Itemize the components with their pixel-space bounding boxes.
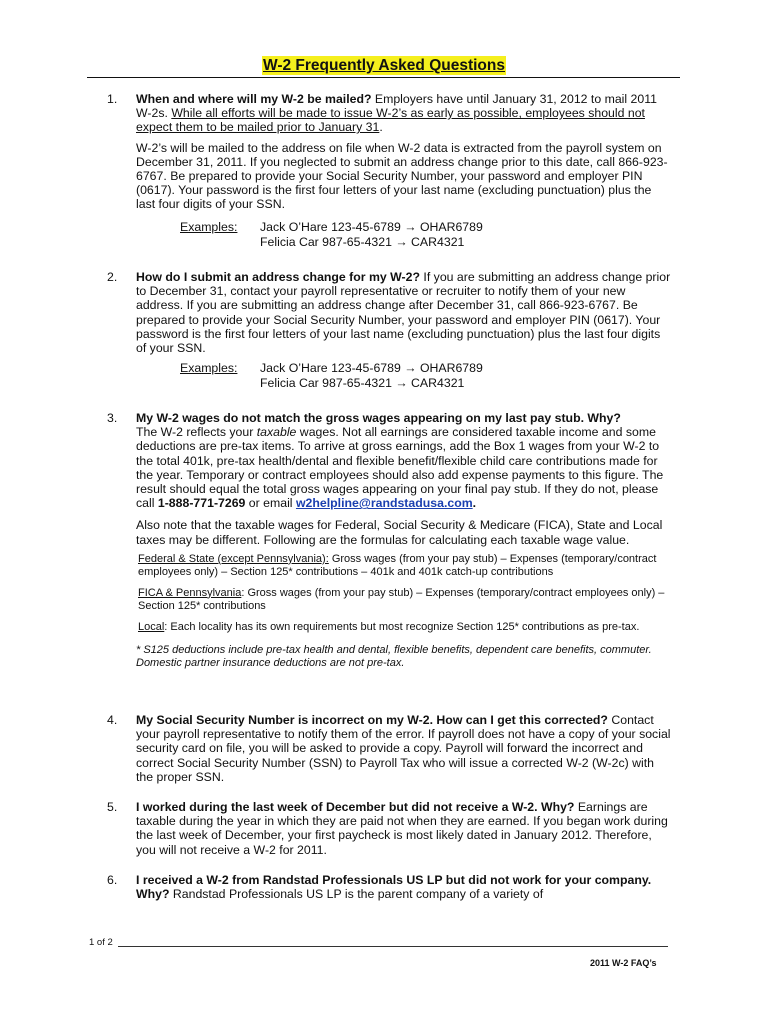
q6-answer: Randstad Professionals US LP is the parent company of a variety of [169,887,544,902]
item-number: 5. [107,800,118,814]
fica-text: : Gross wages (from your pay stub) – Expenses (temporary/contract employees only) – Section 125* contributions [138,586,665,612]
example-2: Felicia Car 987-65-4321 → CAR4321 [260,234,465,249]
item-number: 2. [107,270,118,284]
q3-formulas [138,553,672,634]
title-rule [87,77,680,78]
q3-answer-italic: taxable [256,425,297,440]
local-label: Local [138,620,165,633]
q1-examples [180,220,672,250]
q4-answer: Contact your payroll representative to notify them of the error. If payroll does not have a copy of your social security card on file, you will be asked to provide a copy. Payroll will forward the incorrect and correct Social Security Number (SSN) to Payroll Tax who will issue a corrected W-2 (W-2c) with the proper SSN. [136,713,671,784]
document-footer-title: 2011 W-2 FAQ’s [590,958,657,968]
item-number: 3. [107,411,118,425]
fica-label: FICA & Pennsylvania [138,586,242,599]
federal-text: Gross wages (from your pay stub) – Expenses (temporary/contract employees only) – Section 125* contributions – 401k and 401k catch-up contributions [138,552,657,578]
footer-rule [118,946,668,947]
q2-paragraph [136,270,672,355]
q5-question: I worked during the last week of December but did not receive a W-2. Why? [136,800,575,814]
federal-label: Federal & State (except Pennsylvania): [138,552,329,565]
q4-paragraph [136,713,672,784]
faq-item-4 [107,713,672,790]
q1-question: When and where will my W-2 be mailed? [136,92,372,106]
page-title: W-2 Frequently Asked Questions [263,57,505,74]
faq-item-2 [107,270,672,391]
q3-para2: Also note that the taxable wages for Federal, Social Security & Medicare (FICA), State and Local taxes may be different. Following are the formulas for calculating each taxable wage value. [136,518,663,547]
q1-answer-end: . [379,120,383,135]
q6-paragraph [136,873,672,901]
q3-period: . [472,496,477,511]
example-2: Felicia Car 987-65-4321 → CAR4321 [260,376,465,391]
example-1: Jack O’Hare 123-45-6789 → OHAR6789 [260,219,483,234]
q3-answer-a: The W-2 reflects your [136,425,257,440]
title-wrap [0,56,768,75]
federal-formula [138,553,672,579]
faq-item-5 [107,800,672,863]
q1-answer-underlined: While all efforts will be made to issue W-2’s as early as possible, employees should not expect them to be mailed prior to January 31 [136,106,645,135]
q2-examples [180,361,672,391]
q4-question: My Social Security Number is incorrect on my W-2. How can I get this corrected? [136,713,608,727]
item-number: 1. [107,92,118,106]
q3-or-email: or email [245,496,296,511]
helpline-email-link[interactable]: w2helpline@randstadusa.com [295,496,473,511]
examples-label: Examples: [180,219,238,234]
faq-item-1 [107,92,672,250]
local-formula [138,621,672,634]
faq-item-6 [107,873,672,907]
q1-para2: W-2’s will be mailed to the address on file when W-2 data is extracted from the payroll system on December 31, 2011. If you neglected to submit an address change prior to this date, call 866-923-6767. Be prepared to provide your Social Security Number, your password and employer PIN (0617). Your password is the first four letters of your last name (excluding punctuation) plus the last four digits of your SSN. [136,140,668,212]
q3-question: My W-2 wages do not match the gross wages appearing on my last pay stub. Why? [136,411,621,425]
fica-formula [138,587,672,613]
q3-paragraph [136,411,672,510]
q6-question: I received a W-2 from Randstad Professionals US LP but did not work for your company. Why? [136,873,652,902]
q2-answer: If you are submitting an address change prior to December 31, contact your payroll representative or recruiter to notify them of your new address. If you are submitting an address change after December 31, call 866-923-6767. Be prepared to provide your Social Security Number, your password and employer PIN (0617). Your password is the first four letters of your last name (excluding punctuation) plus the last four digits of your SSN. [136,270,671,356]
example-1: Jack O’Hare 123-45-6789 → OHAR6789 [260,361,483,376]
q5-paragraph [136,800,672,857]
examples-label: Examples: [180,361,238,376]
faq-item-3 [107,411,672,670]
item-number: 6. [107,873,118,887]
q1-paragraph [136,92,672,135]
q2-question: How do I submit an address change for my W-2? [136,270,420,284]
page-number: 1 of 2 [89,937,113,948]
s125-note: * S125 deductions include pre-tax health and dental, flexible benefits, dependent care benefits, commuter. Domestic partner insurance deductions are not pre-tax. [136,643,652,669]
local-text: : Each locality has its own requirements but most recognize Section 125* contributions as pre-tax. [164,620,640,633]
q3-answer-b: wages. Not all earnings are considered taxable income and some deductions are pre-tax items. To arrive at gross earnings, add the Box 1 wages from your W-2 to the total 401k, pre-tax health/dental and flexible benefit/flexible child care contributions made for the year. Temporary or contract employees should also add expense payments to this figure. The result should equal the total gross wages appearing on your final pay stub. If they do not, please call [136,425,664,511]
q1-answer-a: Employers have until January 31, 2012 to mail 2011 W-2s. [136,92,657,121]
helpline-phone: 1-888-771-7269 [157,496,246,511]
q5-answer: Earnings are taxable during the year in which they are paid not when they are earned. If you began work during the last week of December, your first paycheck is most likely dated in January 2012. Therefore, you will not receive a W-2 for 2011. [136,800,668,857]
item-number: 4. [107,713,118,727]
